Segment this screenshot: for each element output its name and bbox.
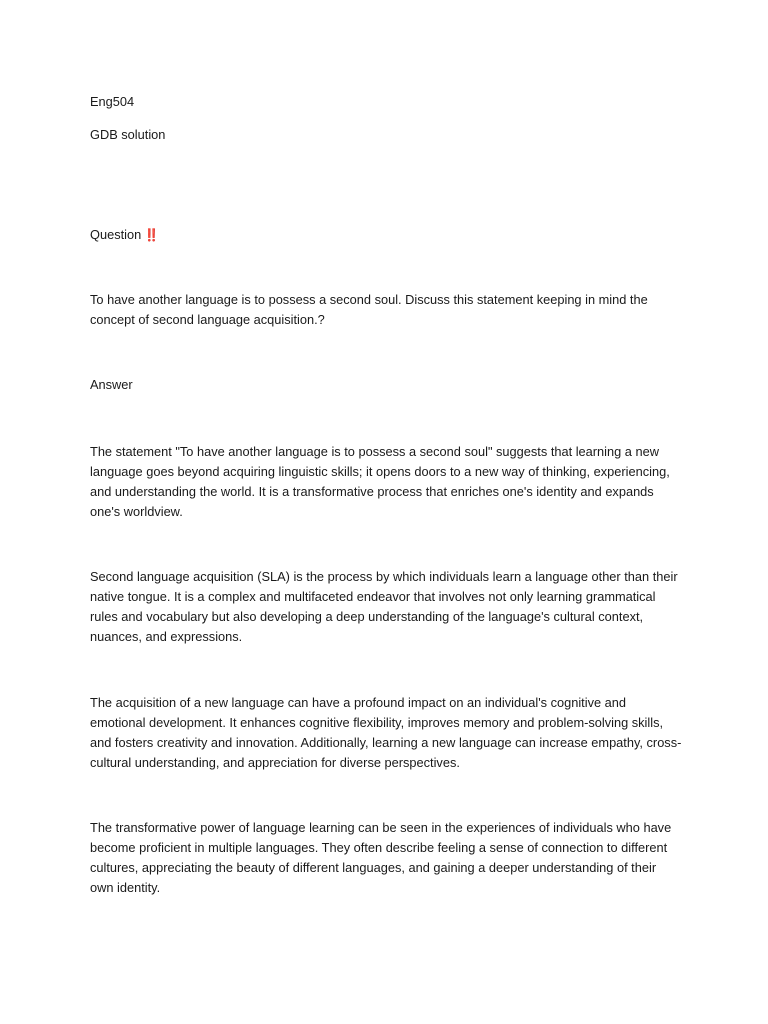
question-text-line-1: To have another language is to possess a second soul. Discuss this statement keeping in mind the [90, 292, 648, 307]
question-text-line-2: concept of second language acquisition.? [90, 312, 325, 327]
question-heading-line [90, 225, 690, 245]
paragraph-line: and fosters creativity and innovation. Additionally, learning a new language can increase empathy, cross- [90, 735, 682, 750]
paragraph-line: The statement "To have another language is to possess a second soul" suggests that learning a new [90, 444, 659, 459]
paragraph-line: nuances, and expressions. [90, 629, 243, 644]
paragraph-line: and understanding the world. It is a transformative process that enriches one's identity and expands [90, 484, 654, 499]
paragraph-line: one's worldview. [90, 504, 183, 519]
document-subtitle: GDB solution [90, 127, 166, 142]
paragraph-line: The acquisition of a new language can have a profound impact on an individual's cognitive and [90, 695, 627, 710]
paragraph-line: native tongue. It is a complex and multifaceted endeavor that involves not only learning grammatical [90, 589, 656, 604]
paragraph-line: own identity. [90, 880, 161, 895]
paragraph-line: emotional development. It enhances cognitive flexibility, improves memory and problem-solving skills, [90, 715, 664, 730]
paragraph-line: cultural understanding, and appreciation for diverse perspectives. [90, 755, 460, 770]
course-code: Eng504 [90, 94, 135, 109]
double-exclamation-icon: ‼️ [144, 228, 160, 242]
paragraph-line: become proficient in multiple languages. They often describe feeling a sense of connection to different [90, 840, 668, 855]
paragraph-line: rules and vocabulary but also developing a deep understanding of the language's cultural context, [90, 609, 644, 624]
paragraph-line: The transformative power of language learning can be seen in the experiences of individuals who have [90, 820, 672, 835]
paragraph-line: cultures, appreciating the beauty of different languages, and gaining a deeper understanding of their [90, 860, 657, 875]
paragraph-line: Second language acquisition (SLA) is the process by which individuals learn a language other than their [90, 569, 678, 584]
paragraph-line: language goes beyond acquiring linguistic skills; it opens doors to a new way of thinking, experiencing, [90, 464, 670, 479]
answer-heading: Answer [90, 377, 133, 392]
question-heading: Question [90, 227, 142, 242]
